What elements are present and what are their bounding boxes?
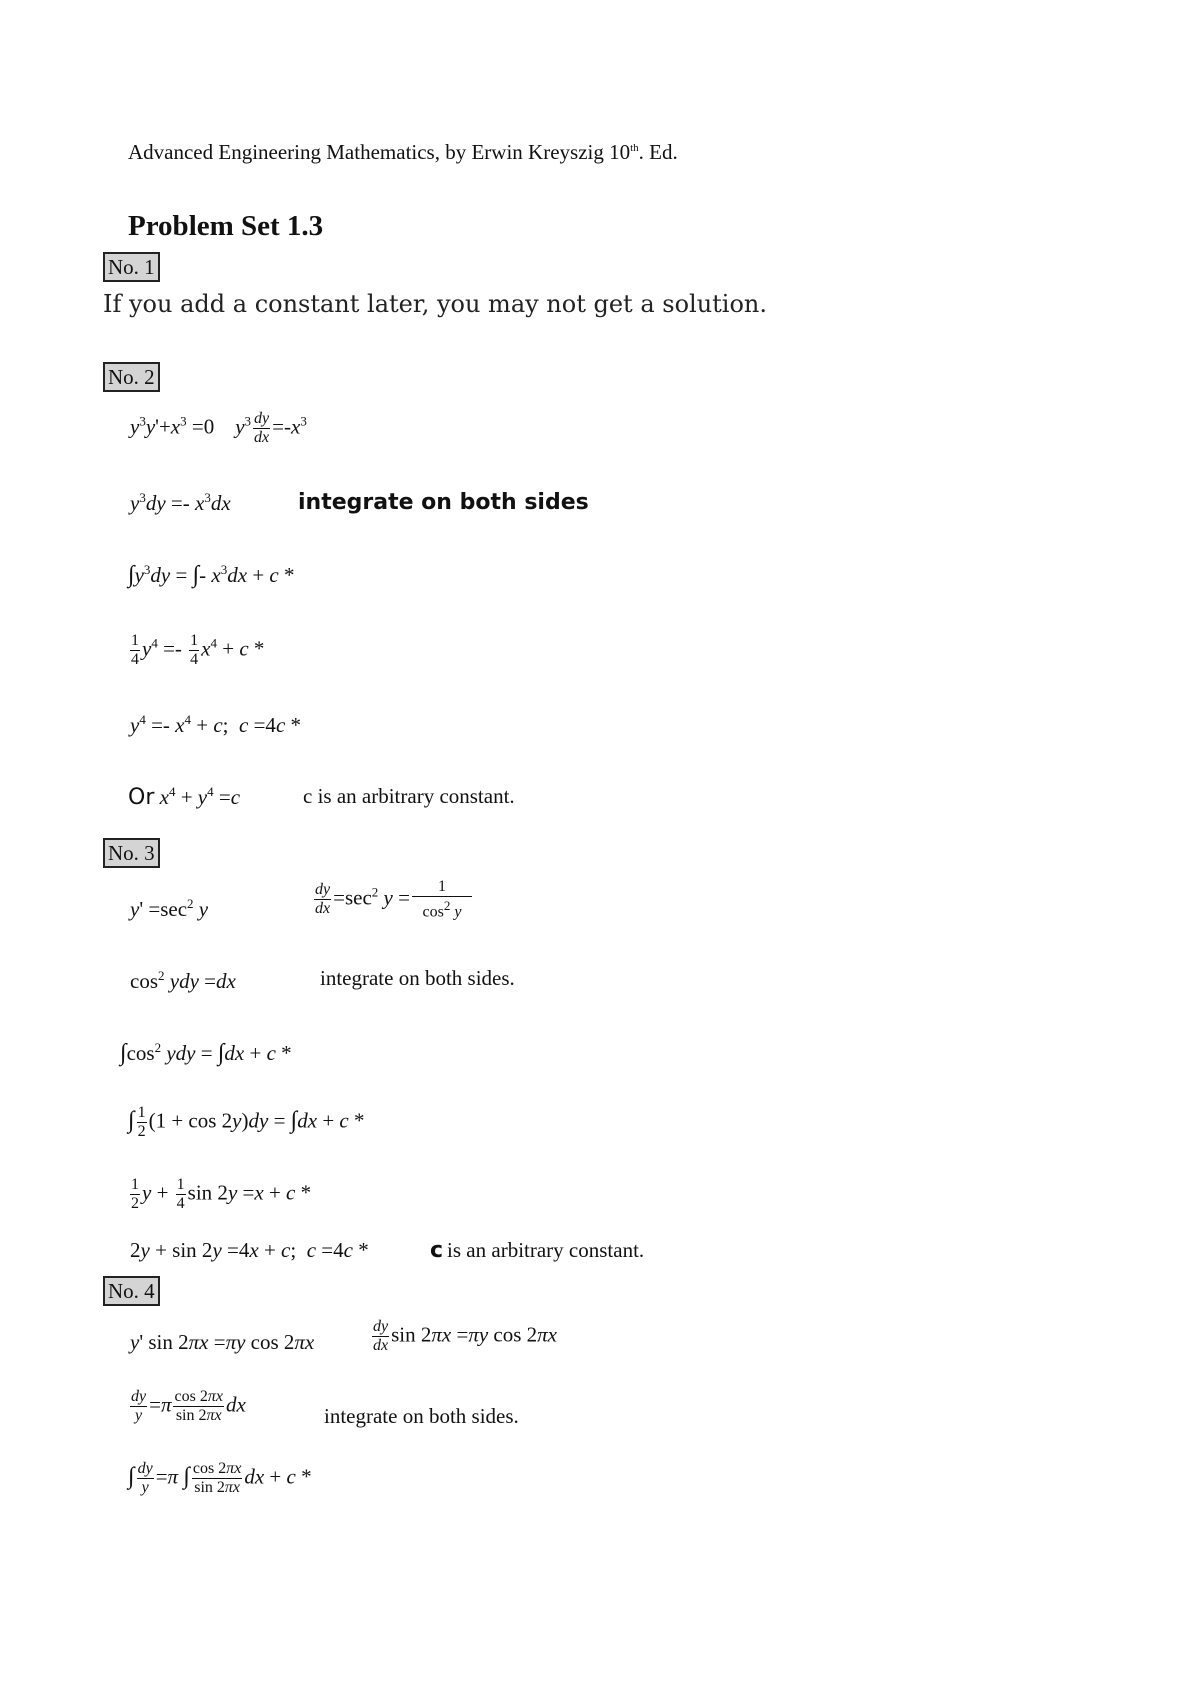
p3-constant-note — [430, 1238, 644, 1263]
book-title: Advanced Engineering Mathematics, by Erwin Kreyszig 10 — [128, 140, 631, 164]
p4-equation-1b: $\frac{dy}{dx}$ sin 2πx =πy cos 2πx — [373, 1318, 557, 1354]
page-title: Problem Set 1.3 — [128, 210, 324, 242]
or-word: Or — [128, 785, 155, 810]
p3-equation-2: $\cos^2$ ydy =dx — [130, 968, 236, 993]
problem-2-label: No. 2 — [103, 362, 160, 392]
p2-equation-2: $y^3dy =- x^3dx$ — [130, 490, 231, 515]
p2-equation-4: $\frac{1}{4}$ $y^4$ =- $\frac{1}{4}$ $x^4 + c$ * — [131, 632, 265, 668]
p2-equation-3: $\int y^3dy$ = ∫- $x^3dx + c$ * — [128, 562, 295, 588]
problem-4-label: No. 4 — [103, 1276, 160, 1306]
p2-equation-1: $y^3y'+x^3 =0$ $y^3$ $\frac{dy}{dx}$ $=-x^3$ — [130, 410, 307, 446]
p3-equation-3: $\int\cos^2$ ydy = ∫dx + c * — [120, 1040, 292, 1066]
p2-equation-6: Or $x^4 + y^4 =c$ — [128, 784, 241, 810]
p3-equation-1b: $\frac{dy}{dx}$ $=\sec^2$ y = $\frac{1}{\cos^2 y}$ — [312, 878, 474, 921]
c-symbol: c — [430, 1238, 444, 1263]
problem-3-label: No. 3 — [103, 838, 160, 868]
p3-equation-6: 2y + sin 2y =4x + c; c =4c * — [130, 1238, 369, 1262]
p2-constant-note: c is an arbitrary constant. — [303, 784, 515, 808]
edition-suffix: th — [630, 142, 639, 154]
p3-equation-5: $\frac{1}{2}$ y + $\frac{1}{4}$ sin 2y =x + c * — [131, 1176, 312, 1212]
p3-constant-text: is an arbitrary constant. — [447, 1238, 645, 1262]
problem-1-note: If you add a constant later, you may not get a solution. — [103, 290, 768, 318]
p4-equation-3: ∫ $\frac{dy}{y}$ =π ∫ $\frac{\cos 2\pi x}{\sin 2\pi x}$ dx + c * — [128, 1460, 312, 1496]
p3-equation-4: ∫ $\frac{1}{2}$ (1 + cos 2y)dy = ∫dx + c * — [128, 1104, 365, 1140]
p2-equation-5: $y^4 =- x^4 + c$; c =4c * — [130, 712, 302, 737]
p2-step-text: integrate on both sides — [298, 490, 589, 515]
problem-1-label: No. 1 — [103, 252, 160, 282]
book-reference — [128, 140, 678, 165]
p3-step-text: integrate on both sides. — [320, 966, 515, 990]
p4-step-text: integrate on both sides. — [324, 1404, 519, 1428]
edition-label: . Ed. — [638, 140, 678, 164]
p4-equation-1a: y' sin 2πx =πy cos 2πx — [130, 1330, 315, 1354]
p4-equation-2: $\frac{dy}{y}$ =π $\frac{\cos 2\pi x}{\sin 2\pi x}$ dx — [131, 1388, 246, 1424]
p3-equation-1a: $y' =\sec^2$ y — [130, 896, 209, 921]
